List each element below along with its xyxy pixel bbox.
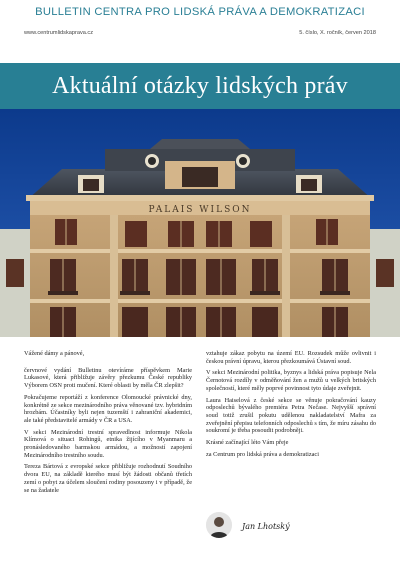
hero-photo: [0, 109, 400, 337]
author-avatar: [206, 512, 232, 538]
paragraph: Laura Haiselová z české sekce se věnuje pokračování kauzy odposlechů bývalého premiéra Petra Nečase. Nejvyšší správní soud totiž zrušil pokutu udělenou nakladatelství Mafra za zveřejnění přepisu telefonních odposlechů s tím, že míru zásahu do soukromí je třeba posoudit podrobněji.: [206, 396, 376, 435]
editorial-left-column: [24, 350, 192, 498]
signature-block: [206, 512, 376, 542]
paragraph: V sekci Mezinárodní trestní spravedlnost informuje Nikola Klímová o situaci Rohingů, etnika žijícího v Myanmaru a pronásledovaného barmskou armádou, a možností zapojení Mezinárodního trestního soudu.: [24, 428, 192, 459]
paragraph: V sekci Mezinárodní politika, byznys a lidská práva popisuje Nela Černotová rozdíly v odměňování žen a mužů u velkých britských společností, které měly poprvé povinnost tyto údaje zveřejnit.: [206, 369, 376, 392]
website-link[interactable]: www.centrumlidskaprava.cz: [24, 30, 94, 36]
masthead: [0, 0, 400, 22]
meta-row: [24, 30, 376, 42]
paragraph: Pokračujeme reportáží z konference Olomoucké právnické dny, konkrétně ze sekce mezinárodního práva věnované tzv. hybridním hrozbám. Účastníky byli nejen tuzemští i zahraniční akademici, ale také představitelé armády v ČR a USA.: [24, 393, 192, 424]
author-signature: Jan Lhotský: [242, 522, 290, 531]
sign-off: za Centrum pro lidská práva a demokratizaci: [206, 450, 319, 458]
paragraph: vztahuje zákaz pobytu na území EU. Rozsudek může ovlivnit i českou právní úpravu, kterou přezkoumává Ústavní soud.: [206, 350, 376, 365]
title-bar: [0, 63, 400, 109]
paragraph: Tereza Bártová z evropské sekce přibližuje rozhodnutí Soudního dvora EU, na základě kterého musí být žádosti občanů třetích zemí o pobyt za účelem sloučení rodiny posouzeny i v případě, že se na žadatele: [24, 463, 192, 494]
issue-info: 5. číslo, X. ročník, červen 2018: [299, 30, 376, 36]
building-sign-text: PALAIS WILSON: [148, 205, 252, 215]
editorial-right-column: [206, 350, 376, 462]
closing-line: Krásné začínající léto Vám přeje: [206, 439, 289, 447]
palais-wilson-illustration: [0, 109, 400, 337]
paragraph: červnové vydání Bulletinu otevíráme příspěvkem Marie Lukasové, která přibližuje závěry přezkumu České republiky Výborem OSN proti mučení. Které oblasti by měla ČR zlepšit?: [24, 366, 192, 390]
salutation: Vážené dámy a pánové,: [24, 350, 85, 357]
masthead-title: BULLETIN CENTRA PRO LIDSKÁ PRÁVA A DEMOKRATIZACI: [35, 6, 365, 18]
page-title: Aktuální otázky lidských práv: [52, 73, 348, 99]
